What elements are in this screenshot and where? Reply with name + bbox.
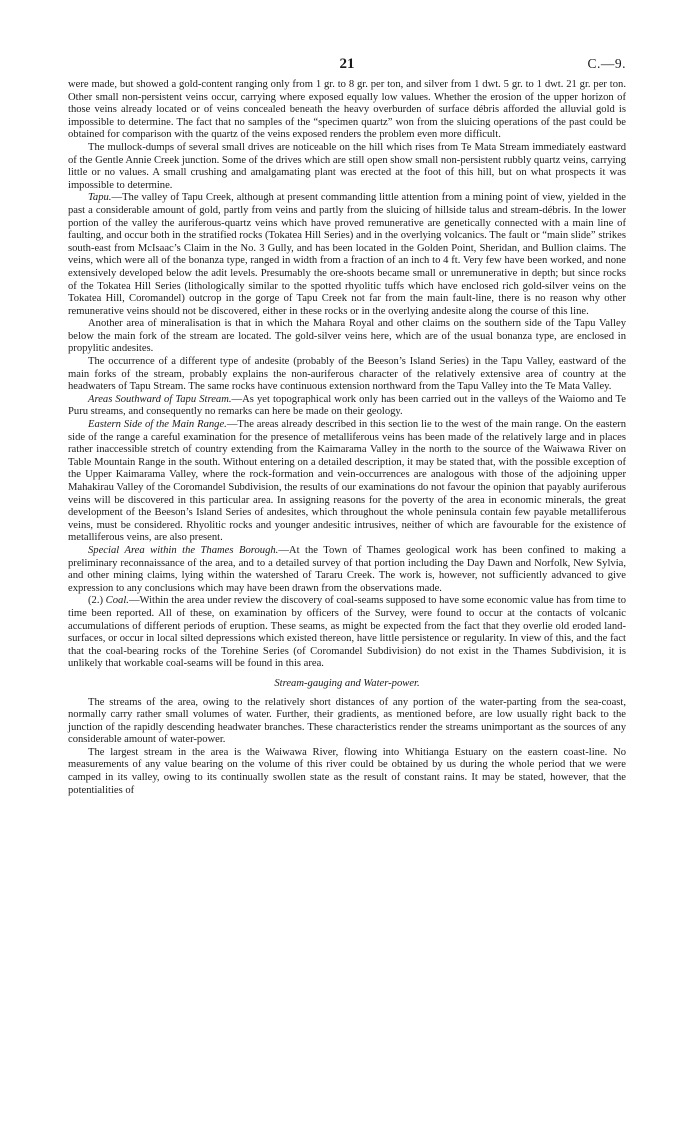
paragraph-lead: Areas Southward of Tapu Stream.	[88, 393, 232, 405]
paragraph-lead: Special Area within the Thames Borough.	[88, 544, 279, 556]
paragraph-lead: Tapu.	[88, 192, 112, 204]
document-reference: C.—9.	[587, 56, 626, 71]
paragraph-tapu: Tapu.—The valley of Tapu Creek, although at present commanding little attention from a mining point of view, yielded in the past a considerable amount of gold, partly from veins and partly from the sluicing of hillside talus and stream-débris. In the lower portion of the valley the auriferous-quartz veins which have proved remunerative are genetically connected with a main line of faulting, and occur both in the stratified rocks (Tokatea Hill Series) and in the overlying volcanics. The fault or “main slide” strikes south-east from McIsaac’s Claim in the No. 3 Gully, and has been located in the Golden Point, Sheridan, and Bullion claims. The veins, which were all of the bonanza type, ranged in width from a fraction of an inch to 4 ft. Very few have been worked, and none extensively developed below the adit levels. Presumably the ore-shoots became small or unremunerative in depth; but since rocks of the Tokatea Hill Series (lithologically similar to the spotted rhyolitic tuffs which have enclosed rich gold-silver veins on the Tokatea Hill, Coromandel) outcrop in the gorge of Tapu Creek not far from the main fault-line, there is no reason why other remunerative veins should not be discovered, either in these rocks or in the overlying andesite along the course of this line.	[68, 192, 626, 317]
paragraph-eastern-side: Eastern Side of the Main Range.—The areas already described in this section lie to the west of the main range. On the eastern side of the range a careful examination for the presence of metalliferous veins has been made of the relatively large and in places rather inaccessible stretch of country extending from the Kaimarama Valley in the north to the source of the Waiwawa River on Table Mountain Range in the south. Without entering on a detailed description, it may be stated that, with the possible exception of the Upper Kaimarama Valley, where the rock-formation and vein-occurrences are analogous with those of the adjoining upper Mahakirau Valley of the Coromandel Subdivision, the results of our examinations do not favour the opinion that payably auriferous veins will be discovered in this particular area. In assigning reasons for the poverty of the area in economic minerals, the great development of the Beeson’s Island Series of andesites, which throughout the whole peninsula contain few payable metalliferous veins, must be considered. Rhyolitic rocks and younger andesitic intrusives, neither of which are favourable for the existence of metalliferous veins, are also present.	[68, 419, 627, 544]
paragraph-lead: Coal.	[105, 595, 129, 607]
section-title: Stream-gauging and Water-power.	[274, 677, 420, 689]
paragraph-special-area: Special Area within the Thames Borough.—At the Town of Thames geological work has been confined to making a preliminary reconnaissance of the area, and to a detailed survey of that portion including the Day Dawn and Norfolk, New Sylvia, and other mining claims, lying within the watershed of Tararu Creek. The work is, however, not sufficiently advanced to give expression to any conclusions which may have been drawn from the observations made.	[68, 544, 626, 594]
page-number: 21	[339, 56, 355, 72]
paragraph-lead: Eastern Side of the Main Range.	[88, 419, 227, 431]
page-header	[68, 55, 626, 79]
paragraph-11: The largest stream in the area is the Waiwawa River, flowing into Whitianga Estuary on the eastern coast-line. No measurements of any value bearing on the volume of this river could be obtained by us during the whole period that we were camped in its valley, owing to its continually swollen state as the result of constant rains. It may be stated, however, that the potentialities of	[68, 746, 626, 796]
paragraph-2: The mullock-dumps of several small drives are noticeable on the hill which rises from Te Mata Stream immediately eastward of the Gentle Annie Creek junction. Some of the drives which are still open show small non-persistent rubbly quartz veins, carrying little or no values. A small crushing and amalgamating plant was erected at the foot of this hill, but on what prospects it was impossible to determine.	[68, 141, 626, 191]
paragraph-1: were made, but showed a gold-content ranging only from 1 gr. to 8 gr. per ton, and silver from 1 dwt. 5 gr. to 1 dwt. 21 gr. per ton. Other small non-persistent veins occur, carrying where exposed equally low values. Whether the erosion of the upper horizon of those veins already located or of veins concealed beneath the heavy overburden of surface débris afforded the alluvial gold is impossible to determine. The fact that no samples of the “specimen quartz” won from the sluicing operations of the past could be obtained for comparison with the quartz of the veins exposed renders the problem even more difficult.	[68, 79, 626, 141]
paragraph-coal: (2.) Coal.—Within the area under review the discovery of coal-seams supposed to have some economic value has from time to time been reported. All of these, on examination by officers of the Survey, were found to occur at the contacts of volcanic accumulations of different periods of eruption. These seams, as might be expected from the fact that they overlie old eroded land-surfaces, or occur in local silted depressions which existed thereon, have little persistence or regularity. In view of this, and the fact that the coal-bearing rocks of the Torehine Series (of Coromandel Subdivision) do not exist in the Thames Subdivision, it is unlikely that workable coal-seams will be found in this area.	[68, 595, 626, 670]
paragraph-areas-southward: Areas Southward of Tapu Stream.—As yet topographical work only has been carried out in the valleys of the Waiomo and Te Puru streams, and consequently no remarks can here be made on their geology.	[68, 393, 626, 418]
paragraph-10: The streams of the area, owing to the relatively short distances of any portion of the water-parting from the sea-coast, normally carry rather small volumes of water. Further, their gradients, as mentioned before, are low usually right back to the junction of the rapidly descending headwater branches. These characteristics render the streams unimportant as the sources of any considerable amount of water-power.	[68, 696, 626, 746]
paragraph-5: The occurrence of a different type of andesite (probably of the Beeson’s Island Series) in the Tapu Valley, eastward of the main forks of the stream, probably explains the non-auriferous character of the relatively extensive area of country at the headwaters of Tapu Stream. The same rocks have continuous extension northward from the Tapu Valley into the Te Mata Valley.	[68, 356, 626, 393]
paragraph-4: Another area of mineralisation is that in which the Mahara Royal and other claims on the southern side of the Tapu Valley below the main fork of the stream are located. The gold-silver veins here, which are of the usual bonanza type, are enclosed in propylitic andesites.	[68, 318, 626, 355]
